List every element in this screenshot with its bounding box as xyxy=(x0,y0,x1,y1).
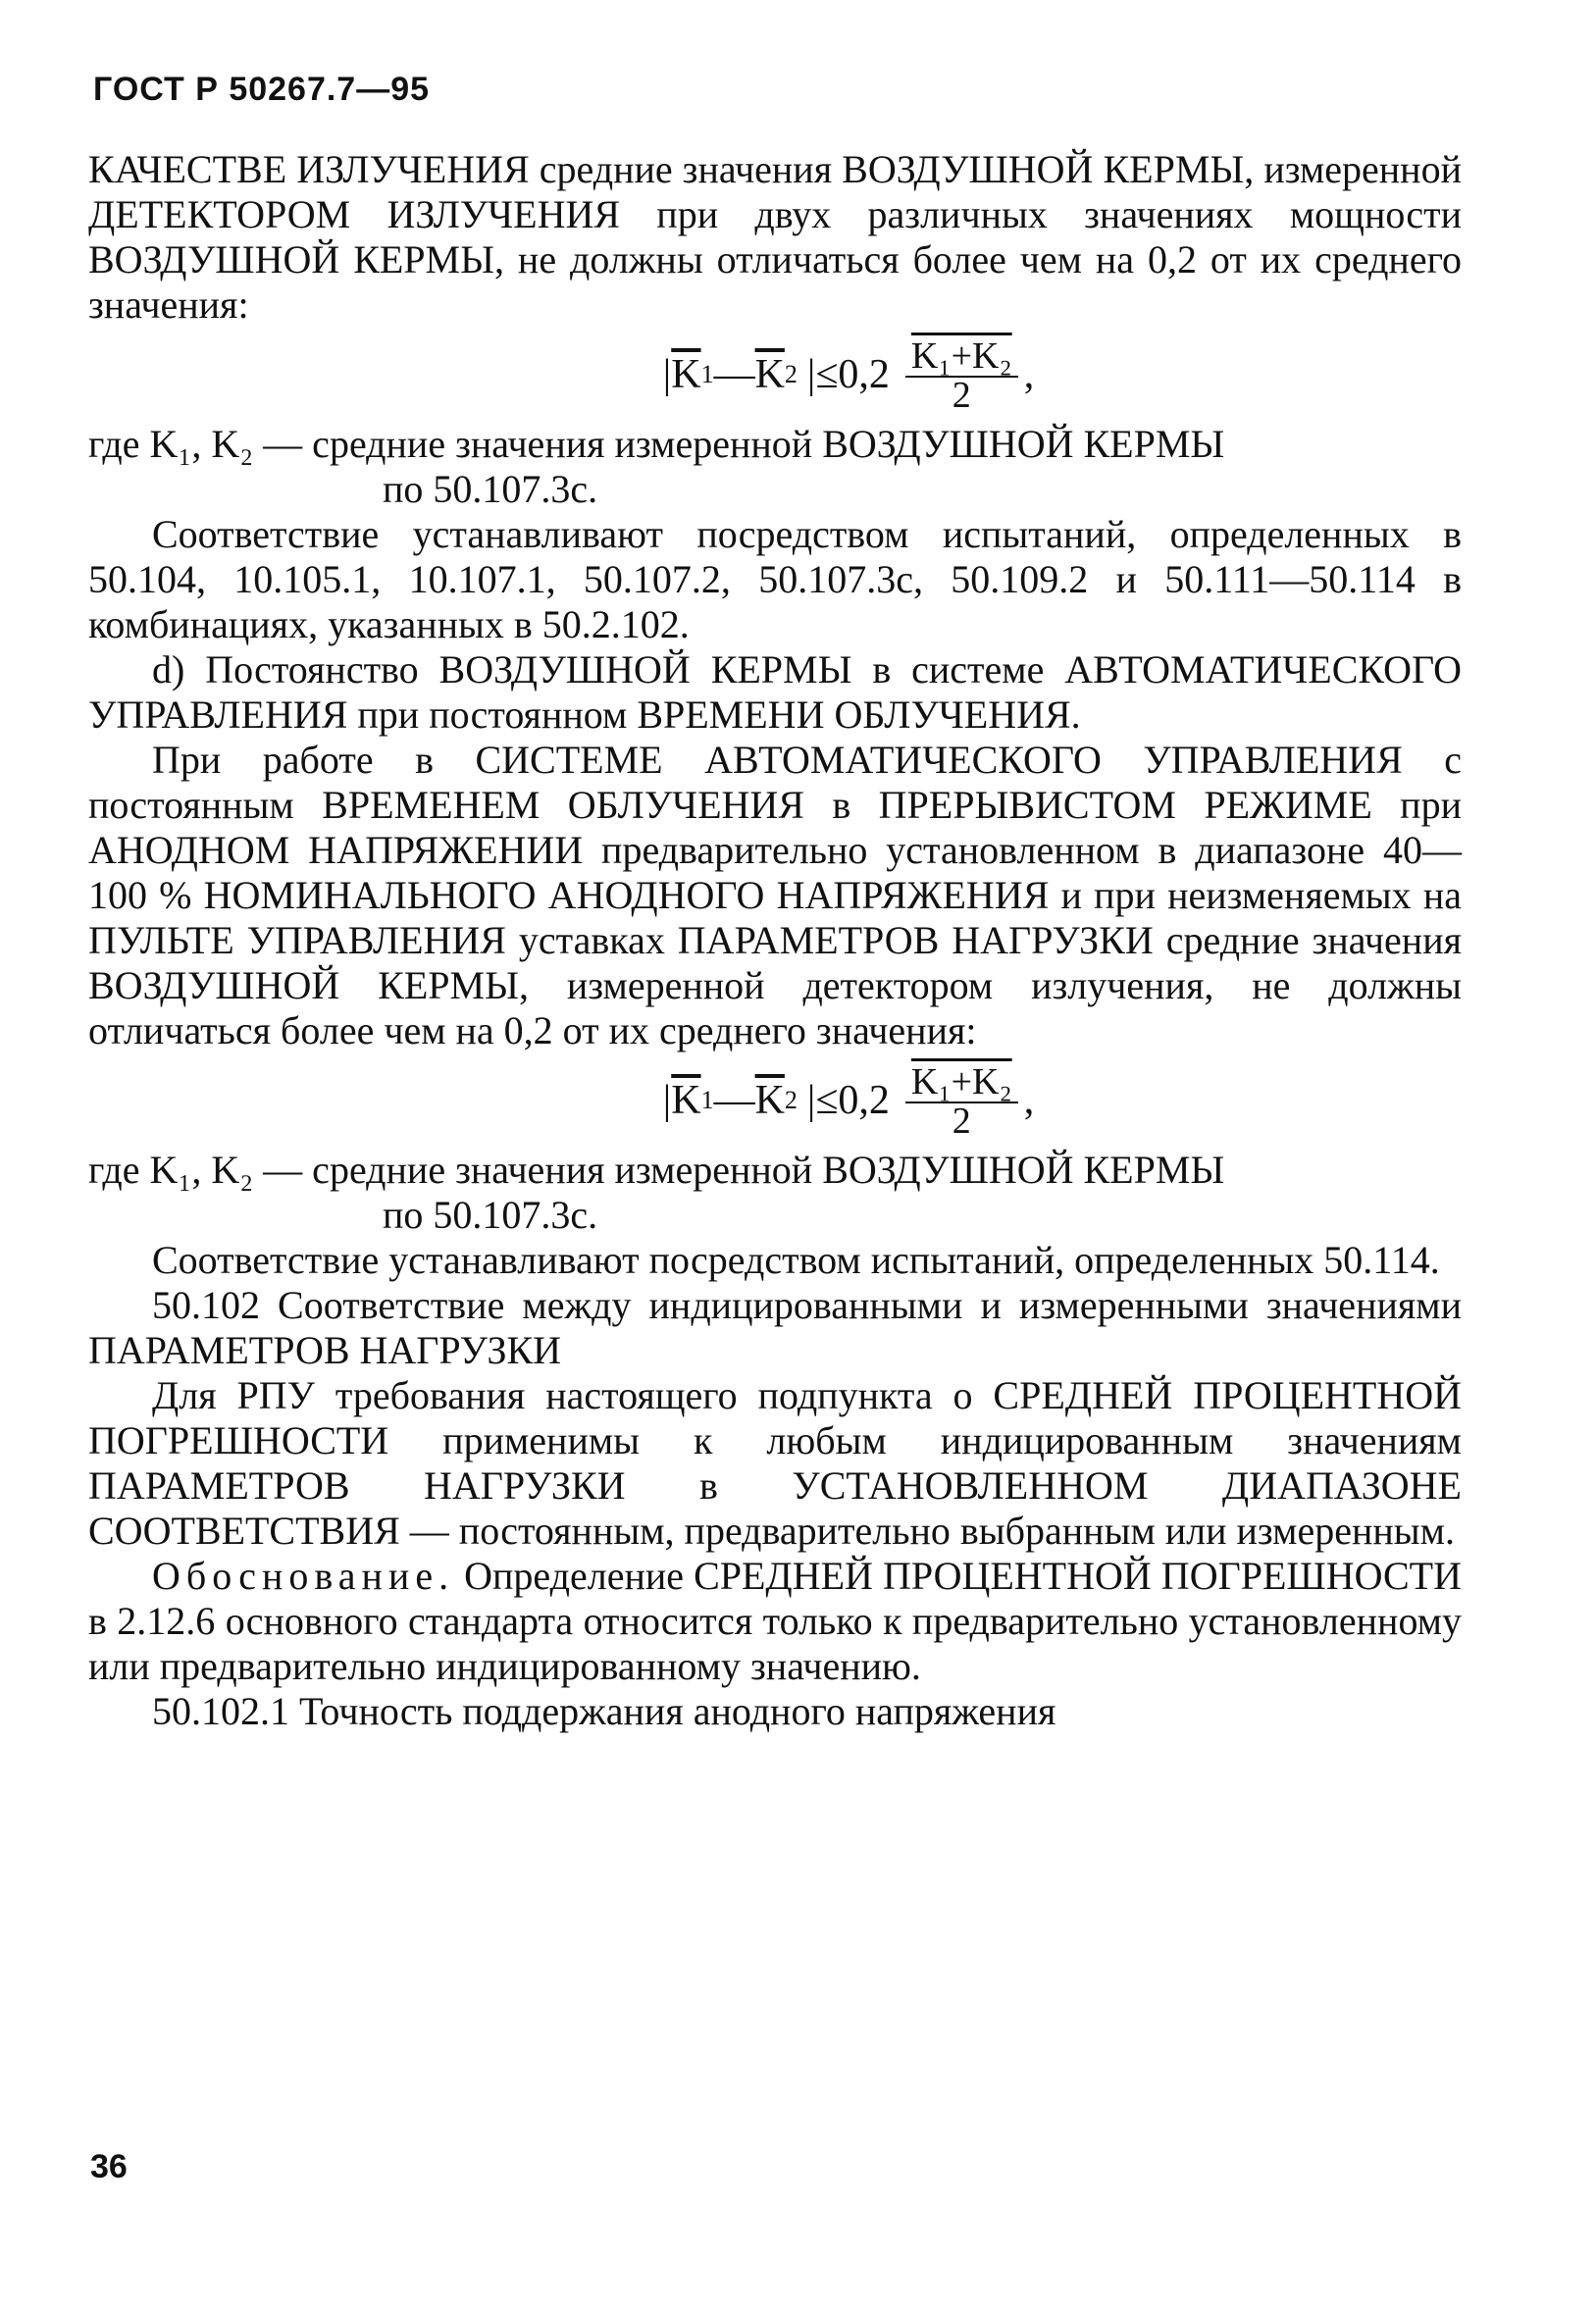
paragraph-conformity-1: Соответствие устанавливают посредством испытаний, определенных в 50.104, 10.105.1, 10.107.1, 50.107.2, 50.107.3с, 50.109.2 и 50.111—50.114 в комбинациях, указанных в 50.2.102. xyxy=(88,512,1462,646)
formula-numerator: K₁+K₂ xyxy=(905,336,1018,378)
formula-fraction xyxy=(905,335,1018,416)
formula-k2-sub: 2 xyxy=(784,360,798,388)
rationale-text: Определение СРЕДНЕЙ ПРОЦЕНТНОЙ ПОГРЕШНОСТИ в 2.12.6 основного стандарта относится только к предварительно установленному или предварительно индицированному значению. xyxy=(88,1554,1462,1688)
formula-k2: $\overline{K}$ xyxy=(754,1078,785,1123)
formula-tail: , xyxy=(1023,1078,1035,1123)
formula-k1: $\overline{K}$ xyxy=(671,352,701,397)
formula-minus: — xyxy=(713,352,755,397)
formula-lhs-open: | xyxy=(662,352,672,397)
paragraph-continuation: КАЧЕСТВЕ ИЗЛУЧЕНИЯ средние значения ВОЗДУШНОЙ КЕРМЫ, измеренной ДЕТЕКТОРОМ ИЗЛУЧЕНИЯ при двух различных значениях мощности ВОЗДУШНОЙ КЕРМЫ, не должны отличаться более чем на 0,2 от их среднего значения: xyxy=(88,147,1462,327)
formula-lhs-open: | xyxy=(662,1078,672,1123)
formula-denominator: 2 xyxy=(952,375,971,416)
document-header: ГОСТ Р 50267.7—95 xyxy=(93,71,431,108)
section-heading-50-102-1: 50.102.1 Точность поддержания анодного напряжения xyxy=(152,1689,1056,1733)
section-heading-50-102: 50.102 Соответствие между индицированными и измеренными значениями ПАРАМЕТРОВ НАГРУЗКИ xyxy=(88,1283,1462,1372)
paragraph-conformity-2: Соответствие устанавливают посредством испытаний, определенных 50.114. xyxy=(152,1238,1440,1282)
where-clause-1: где K₁, K₂ — средние значения измеренной ВОЗДУШНОЙ КЕРМЫ xyxy=(88,422,1225,466)
formula-k2-sub: 2 xyxy=(784,1086,798,1114)
paragraph-automatic-control: При работе в СИСТЕМЕ АВТОМАТИЧЕСКОГО УПРАВЛЕНИЯ с постоянным ВРЕМЕНЕМ ОБЛУЧЕНИЯ в ПРЕРЫВИСТОМ РЕЖИМЕ при АНОДНОМ НАПРЯЖЕНИИ предварительно установленном в диапазоне 40—100 % НОМИНАЛЬНОГО АНОДНОГО НАПРЯЖЕНИЯ и при неизменяемых на ПУЛЬТЕ УПРАВЛЕНИЯ уставках ПАРАМЕТРОВ НАГРУЗКИ средние значения ВОЗДУШНОЙ КЕРМЫ, измеренной детектором излучения, не должны отличаться более чем на 0,2 от их среднего значения: xyxy=(88,738,1462,1052)
body-text xyxy=(88,147,1462,1734)
where-clause-2-cont: по 50.107.3с. xyxy=(383,1193,598,1237)
formula-lhs-close: |≤0,2 xyxy=(806,352,890,397)
formula-lhs-close: |≤0,2 xyxy=(806,1078,890,1123)
formula-k2: $\overline{K}$ xyxy=(754,352,785,397)
formula-1 xyxy=(235,328,1462,422)
formula-k1-sub: 1 xyxy=(700,1086,714,1114)
rationale-label: Обоснование. xyxy=(152,1554,455,1598)
formula-k1: $\overline{K}$ xyxy=(671,1078,701,1123)
where-clause-1-cont: по 50.107.3с. xyxy=(383,467,598,511)
paragraph-rpu-requirements: Для РПУ требования настоящего подпункта о СРЕДНЕЙ ПРОЦЕНТНОЙ ПОГРЕШНОСТИ применимы к любым индицированным значениям ПАРАМЕТРОВ НАГРУЗКИ в УСТАНОВЛЕННОМ ДИАПАЗОНЕ СООТВЕТСТВИЯ — постоянным, предварительно выбранным или измеренным. xyxy=(88,1373,1462,1553)
formula-k1-sub: 1 xyxy=(700,360,714,388)
formula-numerator: K₁+K₂ xyxy=(905,1062,1018,1103)
where-clause-2: где K₁, K₂ — средние значения измеренной ВОЗДУШНОЙ КЕРМЫ xyxy=(88,1148,1225,1192)
formula-minus: — xyxy=(713,1078,755,1123)
paragraph-item-d: d) Постоянство ВОЗДУШНОЙ КЕРМЫ в системе АВТОМАТИЧЕСКОГО УПРАВЛЕНИЯ при постоянном ВРЕМЕНИ ОБЛУЧЕНИЯ. xyxy=(88,647,1462,737)
formula-2 xyxy=(235,1053,1462,1148)
formula-tail: , xyxy=(1023,352,1035,397)
formula-denominator: 2 xyxy=(952,1101,971,1142)
page-number: 36 xyxy=(90,2148,128,2185)
paragraph-rationale xyxy=(88,1554,1462,1689)
formula-fraction xyxy=(905,1061,1018,1142)
